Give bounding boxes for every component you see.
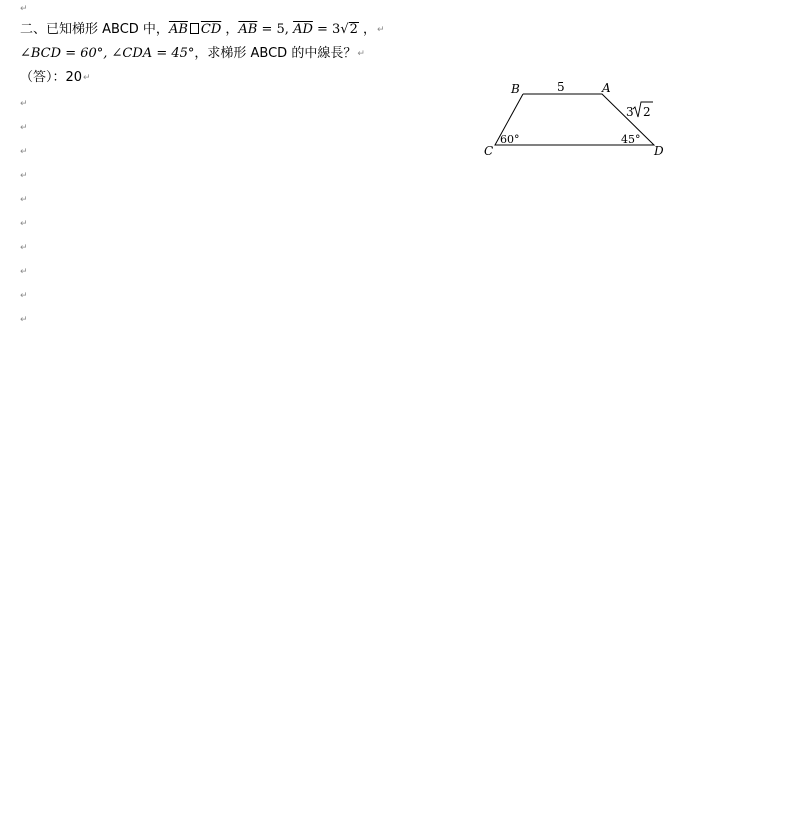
vertex-label-c: C — [484, 144, 494, 158]
answer-line — [20, 67, 91, 89]
question-prefix: 二、已知梯形 ABCD 中， — [20, 22, 169, 37]
segment-ab-2: $\overline{AB}$ — [238, 22, 258, 37]
paragraph-mark: ↵ — [20, 267, 28, 277]
paragraph-mark: ↵ — [20, 171, 28, 181]
math-lengths — [238, 22, 358, 37]
paragraph-mark: ↵ — [20, 99, 28, 109]
vertex-label-b: B — [511, 82, 520, 96]
vertex-label-d: D — [654, 144, 664, 158]
vertex-label-a: A — [602, 81, 611, 95]
separator: ， — [221, 22, 239, 37]
paragraph-mark: ↵ — [357, 49, 365, 59]
paragraph-mark: ↵ — [20, 147, 28, 157]
radical-sign: √ — [340, 22, 349, 37]
segment-cd: $\overline{CD}$ — [200, 22, 222, 37]
parallel-symbol-box — [190, 23, 199, 34]
question-text: ，求梯形 ABCD 的中線長？ — [194, 46, 357, 61]
answer-text: （答）：20 — [20, 70, 83, 85]
paragraph-mark: ↵ — [20, 243, 28, 253]
paragraph-mark: ↵ — [20, 123, 28, 133]
paragraph-mark: ↵ — [20, 4, 28, 14]
radicand: 2 — [349, 22, 358, 37]
paragraph-mark: ↵ — [20, 195, 28, 205]
paragraph-mark: ↵ — [377, 25, 385, 35]
angle-bcd: ∠BCD = 60°, — [20, 46, 112, 61]
angle-cda: ∠CDA = 45° — [111, 46, 195, 61]
angle-c-label: 60° — [500, 133, 520, 146]
paragraph-mark: ↵ — [20, 315, 28, 325]
equals-3: = 3 — [312, 22, 341, 37]
side-ad-radicand: 2 — [643, 105, 651, 119]
math-ab-parallel-cd — [169, 22, 221, 37]
question-line-2 — [20, 43, 365, 65]
segment-ad: $\overline{AD}$ — [293, 22, 313, 37]
angle-d-label: 45° — [621, 133, 641, 146]
side-ad-coefficient: 3 — [626, 105, 634, 119]
side-ab-label: 5 — [557, 80, 565, 94]
question-line-1 — [20, 19, 385, 41]
paragraph-mark: ↵ — [20, 219, 28, 229]
paragraph-mark: ↵ — [20, 291, 28, 301]
paragraph-mark: ↵ — [83, 73, 91, 83]
trapezoid-figure — [470, 72, 680, 164]
line1-suffix: ， — [358, 22, 377, 37]
equals-5: = 5, — [257, 22, 294, 37]
segment-ab: $\overline{AB}$ — [168, 22, 188, 37]
